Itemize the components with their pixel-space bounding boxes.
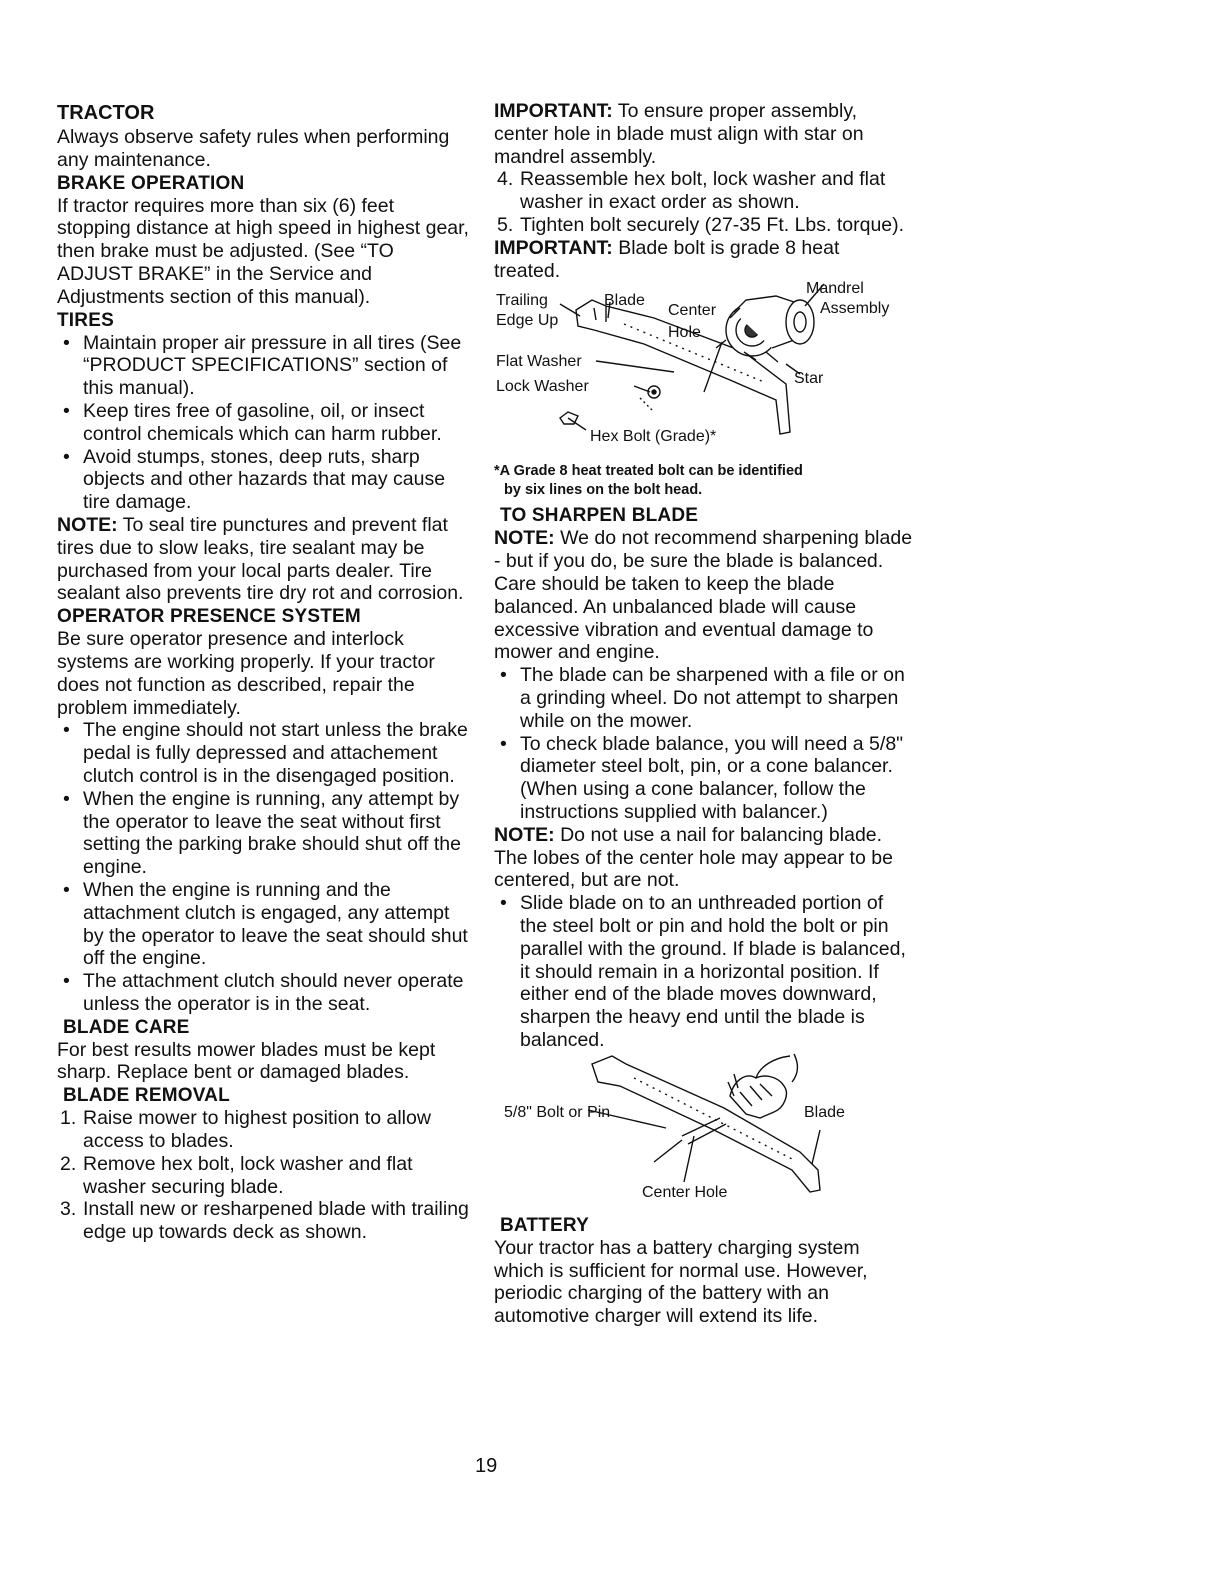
- list-item: • Keep tires free of gasoline, oil, or insect control chemicals which can harm rubber.: [57, 400, 472, 446]
- note-label: NOTE:: [494, 527, 555, 550]
- list-item: • Avoid stumps, stones, deep ruts, sharp objects and other hazards that may cause tire damage.: [57, 446, 472, 514]
- battery-text: Your tractor has a battery charging system which is sufficient for normal use. However, periodic charging of the battery with an automotive charger will extend its life.: [494, 1236, 868, 1328]
- step-number: 1.: [60, 1107, 77, 1130]
- step-text: Raise mower to highest position to allow access to blades.: [83, 1107, 431, 1153]
- note-label: NOTE:: [57, 513, 118, 536]
- list-item: • Slide blade on to an unthreaded portion of the steel bolt or pin and hold the bolt or pin parallel with the ground. If blade is balanced, it should remain in a horizontal position. If either end of the blade moves downward, sharpen the heavy end until the blade is balanced.: [494, 892, 914, 1052]
- step-number: 3.: [60, 1198, 77, 1221]
- label-lock-washer: Lock Washer: [496, 378, 589, 396]
- list-item: • The blade can be sharpened with a file or on a grinding wheel. Do not attempt to sharpen while on the mower.: [494, 664, 914, 732]
- important-text-2: Blade bolt is grade 8 heat treated.: [494, 236, 840, 282]
- tires-heading: TIRES: [57, 309, 114, 331]
- list-item: • The attachment clutch should never operate unless the operator is in the seat.: [57, 970, 472, 1016]
- sharpen-list: [494, 664, 914, 824]
- label-center-hole: Center Hole: [642, 1183, 728, 1201]
- operator-presence-list: [57, 719, 472, 1015]
- sharpen-text: Care should be taken to keep the blade balanced. An unbalanced blade will cause excessive vibration and eventual damage to mower and engine.: [494, 572, 874, 664]
- label-blade: Blade: [804, 1103, 845, 1121]
- list-item: [57, 1198, 472, 1244]
- left-column: [57, 100, 472, 1244]
- blade-removal-heading: BLADE REMOVAL: [63, 1085, 230, 1107]
- label-flat-washer: Flat Washer: [496, 353, 582, 371]
- blade-balancing-figure: [494, 1052, 914, 1212]
- important-text-1: To ensure proper assembly, center hole in blade must align with star on mandrel assembly.: [494, 100, 864, 168]
- list-item: [57, 1107, 472, 1153]
- sharpen-note: [494, 527, 914, 573]
- important-label: IMPORTANT:: [494, 236, 613, 259]
- blade-installation-figure: [494, 282, 914, 462]
- sharpen-blade-heading: TO SHARPEN BLADE: [500, 505, 699, 527]
- list-item: • When the engine is running and the attachment clutch is engaged, any attempt by the operator to leave the seat should shut off the engine.: [57, 879, 472, 970]
- list-item: [57, 1153, 472, 1199]
- list-item: • Maintain proper air pressure in all tires (See “PRODUCT SPECIFICATIONS” section of this manual).: [57, 332, 472, 400]
- blade-removal-steps: [57, 1107, 472, 1244]
- blade-care-text: For best results mower blades must be kept sharp. Replace bent or damaged blades.: [57, 1038, 436, 1084]
- footnote-line-1: *A Grade 8 heat treated bolt can be identified: [494, 463, 803, 480]
- step-text: Remove hex bolt, lock washer and flat washer securing blade.: [83, 1152, 413, 1198]
- operator-presence-heading: OPERATOR PRESENCE SYSTEM: [57, 606, 361, 628]
- step-number: 5.: [497, 213, 514, 236]
- important-label: IMPORTANT:: [494, 100, 613, 122]
- note-label: NOTE:: [494, 823, 555, 846]
- label-trailing: Trailing: [496, 292, 548, 310]
- page-number: 19: [475, 1455, 498, 1477]
- important-note-1: [494, 100, 914, 168]
- operator-presence-text: Be sure operator presence and interlock systems are working properly. If your tractor does not function as described, repair the problem immediately.: [57, 628, 435, 719]
- list-item: • When the engine is running, any attempt by the operator to leave the seat without first setting the parking brake should shut off the engine.: [57, 788, 472, 879]
- brake-operation-heading: BRAKE OPERATION: [57, 172, 245, 194]
- label-edge-up: Edge Up: [496, 312, 559, 330]
- label-blade: Blade: [604, 292, 645, 310]
- battery-heading: BATTERY: [500, 1214, 590, 1236]
- label-star: Star: [794, 370, 824, 388]
- assembly-steps: [494, 168, 914, 236]
- list-item: [494, 168, 914, 214]
- important-note-2: [494, 237, 904, 283]
- list-item: • The engine should not start unless the brake pedal is fully depressed and attachement clutch control is in the disengaged position.: [57, 719, 472, 787]
- label-center: Center: [668, 302, 717, 320]
- label-hole: Hole: [668, 324, 701, 342]
- list-item: • To check blade balance, you will need a 5/8" diameter steel bolt, pin, or a cone balancer. (When using a cone balancer, follow the instructions supplied with balancer.): [494, 733, 914, 824]
- step-text: Tighten bolt securely (27-35 Ft. Lbs. torque).: [520, 213, 905, 236]
- blade-care-heading: BLADE CARE: [63, 1016, 190, 1038]
- tires-note-text: To seal tire punctures and prevent flat tires due to slow leaks, tire sealant may be purchased from your local parts dealer. Tire sealant also prevents tire dry rot and corrosion.: [57, 513, 464, 605]
- step-text: Reassemble hex bolt, lock washer and flat washer in exact order as shown.: [520, 168, 886, 214]
- tractor-text: Always observe safety rules when performing any maintenance.: [57, 126, 450, 171]
- step-number: 2.: [60, 1152, 77, 1175]
- balance-note-text: Do not use a nail for balancing blade. The lobes of the center hole may appear to be centered, but are not.: [494, 823, 893, 892]
- tires-list: [57, 332, 472, 514]
- brake-operation-text: If tractor requires more than six (6) feet stopping distance at high speed in highest gear, then brake must be adjusted. (See “TO ADJUST BRAKE” in the Service and Adjustments section of this manual).: [57, 194, 469, 308]
- step-text: Install new or resharpened blade with trailing edge up towards deck as shown.: [83, 1198, 469, 1244]
- label-assembly: Assembly: [820, 300, 890, 318]
- step-number: 4.: [497, 168, 514, 191]
- label-hex-bolt: Hex Bolt (Grade)*: [590, 428, 717, 446]
- footnote-line-2: by six lines on the bolt head.: [504, 482, 703, 499]
- tractor-heading: TRACTOR: [57, 102, 155, 124]
- list-item: [494, 214, 914, 237]
- right-column: [494, 100, 914, 1328]
- sharpen-note-text: We do not recommend sharpening blade - but if you do, be sure the blade is balanced.: [494, 527, 913, 573]
- balance-note: [494, 824, 914, 892]
- label-mandrel: Mandrel: [806, 280, 864, 298]
- label-bolt-or-pin: 5/8" Bolt or Pin: [504, 1103, 611, 1121]
- tires-note: [57, 514, 472, 605]
- balance-list: [494, 892, 914, 1052]
